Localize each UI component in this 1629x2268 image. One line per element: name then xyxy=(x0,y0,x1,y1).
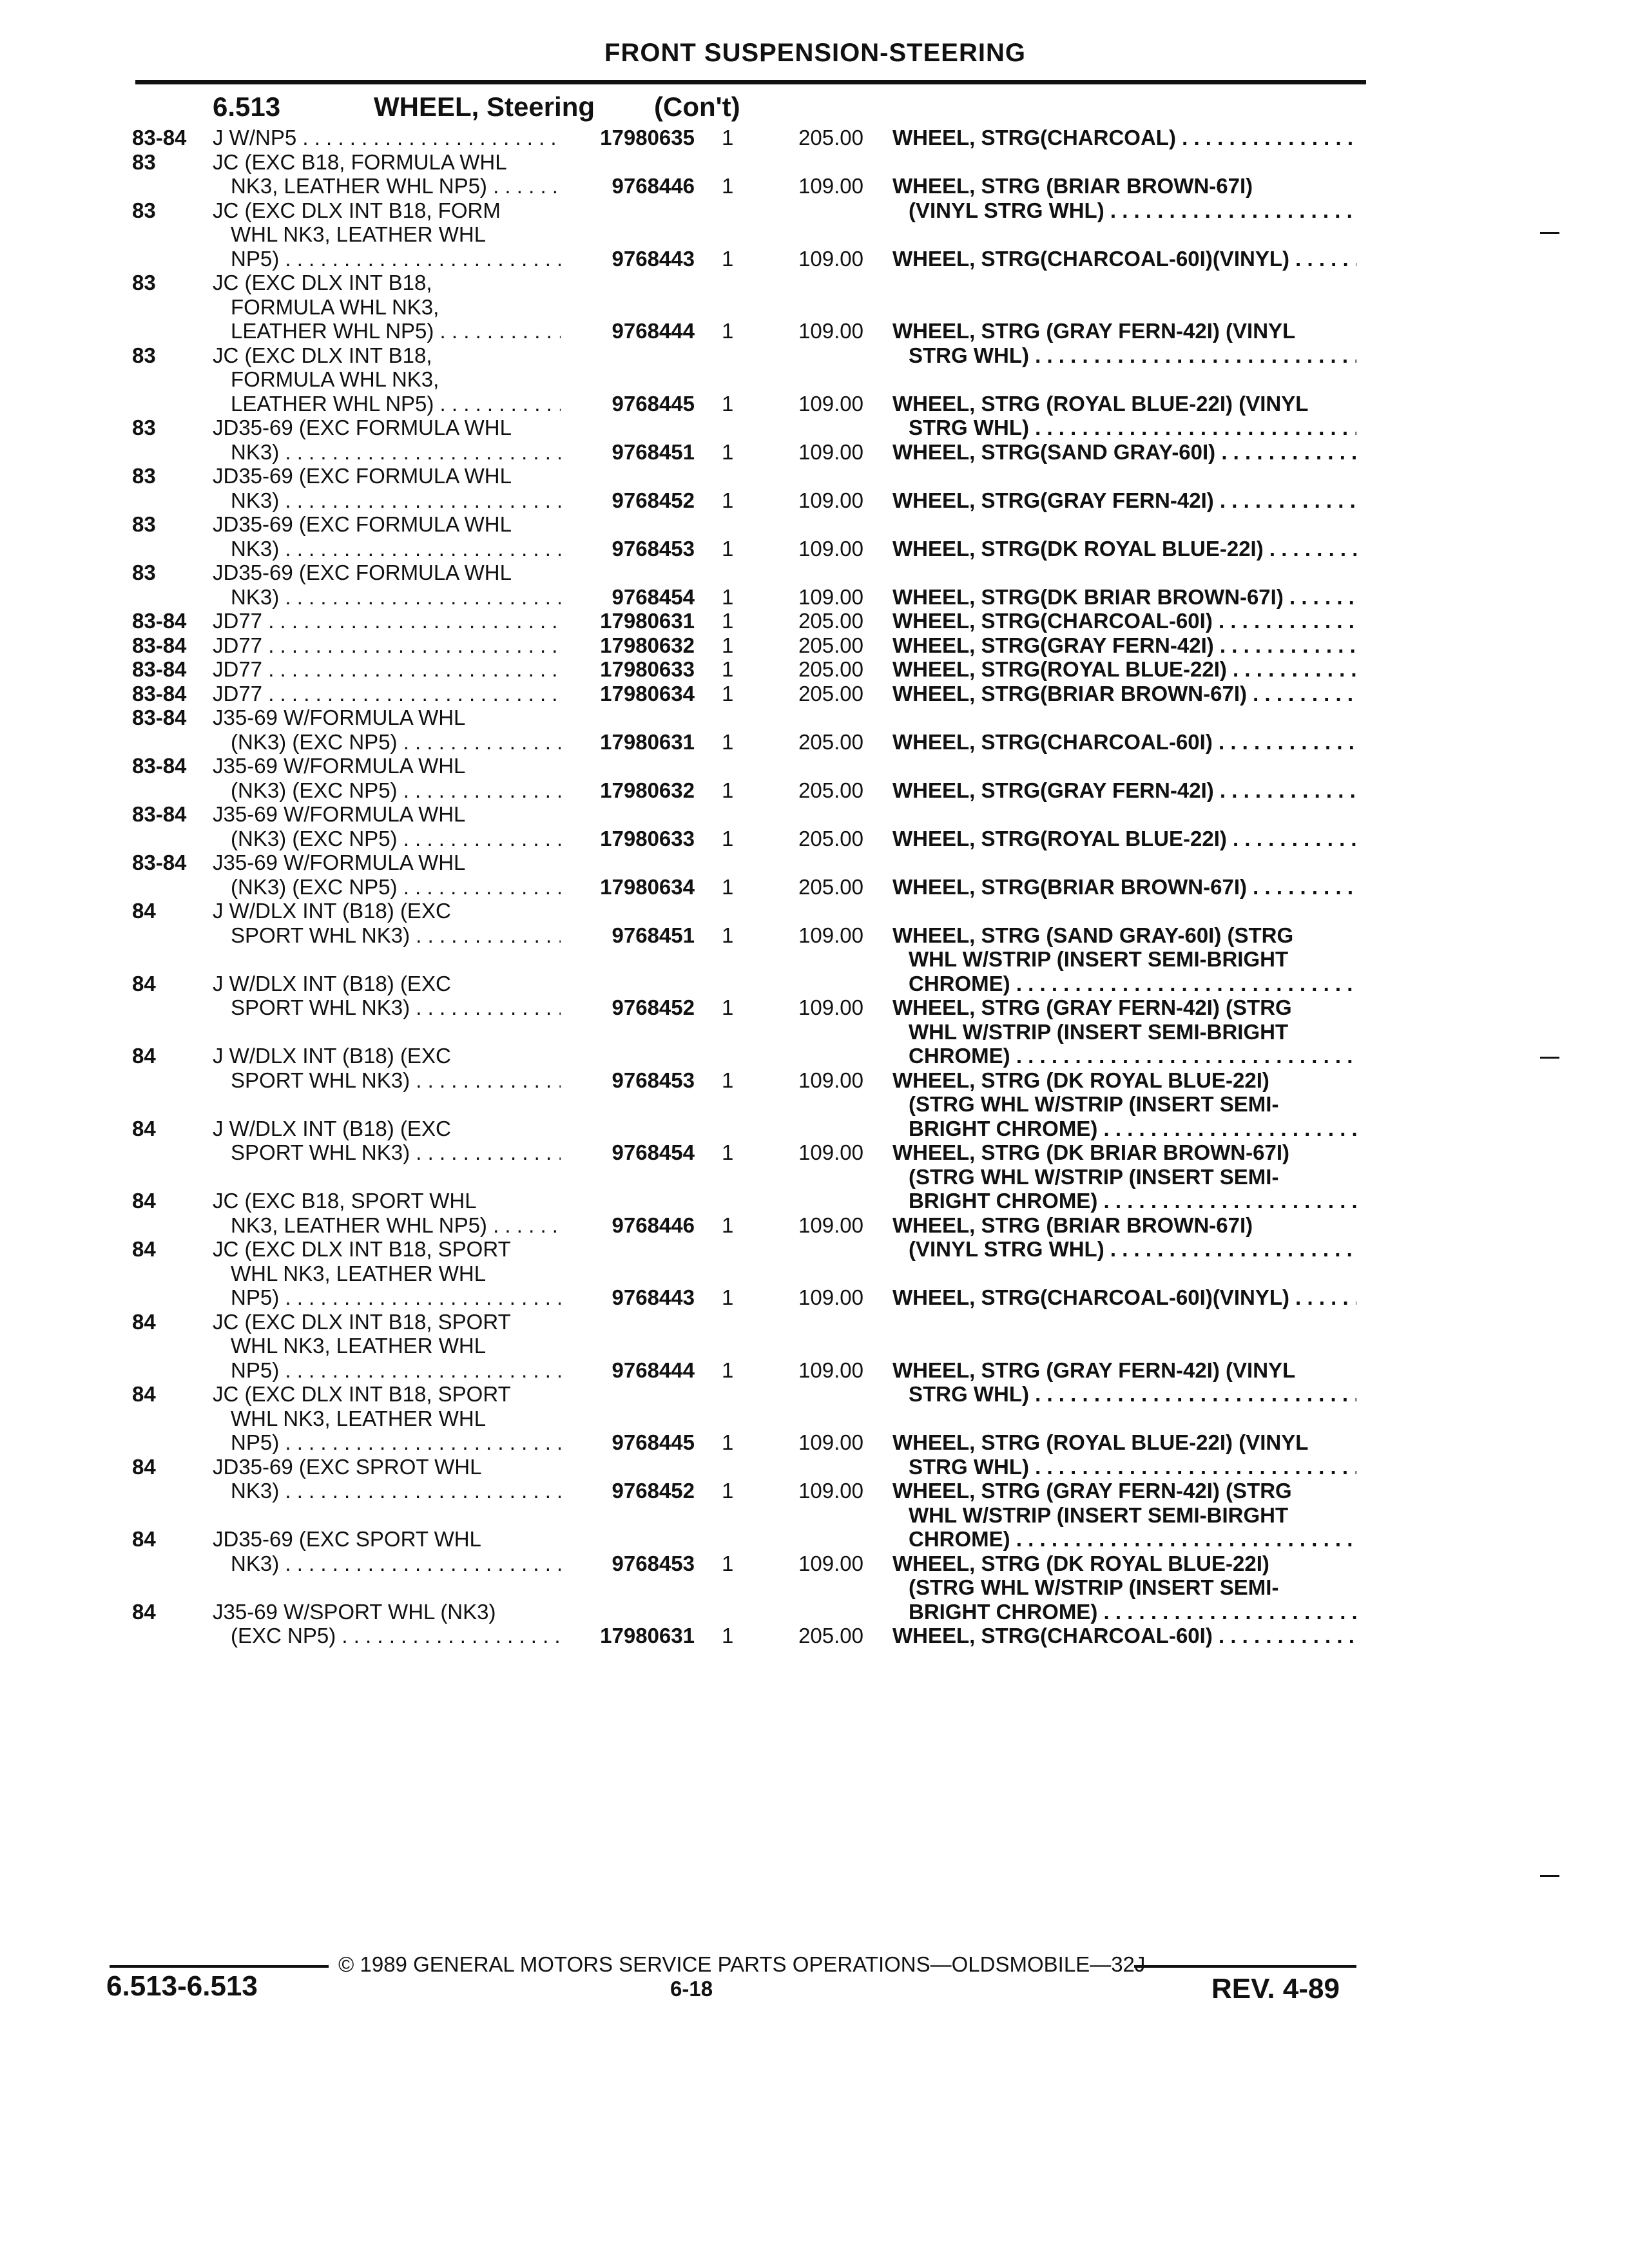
part-name-line: WHL W/STRIP (INSERT SEMI-BRIGHT xyxy=(909,947,1289,971)
usage-description xyxy=(213,609,561,633)
price: 109.00 xyxy=(798,1479,863,1503)
model-year: 83-84 xyxy=(132,609,187,633)
model-year: 84 xyxy=(132,1237,156,1261)
part-name xyxy=(892,827,1356,851)
part-name-line: (VINYL STRG WHL) . . . xyxy=(892,198,1356,223)
usage-line: JC (EXC B18, SPORT WHL xyxy=(213,1189,477,1213)
usage-description xyxy=(213,754,561,802)
usage-line: NK3) . . . xyxy=(213,585,561,610)
table-row xyxy=(0,754,1629,802)
usage-line: (NK3) (EXC NP5) . . . xyxy=(213,730,561,754)
margin-mark xyxy=(1540,232,1559,234)
usage-line: JC (EXC DLX INT B18, SPORT xyxy=(213,1309,511,1334)
part-name-line: CHROME) . . . xyxy=(892,972,1356,996)
footer-rule xyxy=(110,1965,329,1968)
part-number: 9768454 xyxy=(612,584,695,609)
usage-line: JD77 . . . xyxy=(213,633,561,658)
usage-line: NK3) . . . xyxy=(213,537,561,561)
part-name-line: BRIGHT CHROME) . . . xyxy=(892,1600,1356,1624)
usage-description xyxy=(213,126,561,150)
part-name-line: STRG WHL) . . . xyxy=(892,1382,1356,1407)
price: 205.00 xyxy=(798,633,863,657)
footer-page-number: 6-18 xyxy=(670,1977,713,2001)
page-header xyxy=(135,39,1366,84)
quantity: 1 xyxy=(722,584,734,609)
part-name xyxy=(892,126,1356,150)
price: 205.00 xyxy=(798,609,863,633)
part-number: 9768444 xyxy=(612,1358,695,1382)
margin-mark xyxy=(1540,1875,1559,1877)
quantity: 1 xyxy=(722,995,734,1019)
price: 109.00 xyxy=(798,439,863,464)
quantity: 1 xyxy=(722,1213,734,1237)
part-name-line: WHEEL, STRG(CHARCOAL-60I)(VINYL) . . . xyxy=(892,1285,1356,1310)
quantity: 1 xyxy=(722,1430,734,1454)
usage-description xyxy=(213,512,561,561)
table-row xyxy=(0,706,1629,754)
usage-line: (NK3) (EXC NP5) . . . xyxy=(213,827,561,851)
quantity: 1 xyxy=(722,657,734,681)
model-year: 83 xyxy=(132,464,156,488)
price: 205.00 xyxy=(798,126,863,149)
usage-line: SPORT WHL NK3) . . . xyxy=(213,923,561,948)
usage-line: LEATHER WHL NP5) . . . xyxy=(213,392,561,416)
model-year: 84 xyxy=(132,1309,156,1334)
model-year: 84 xyxy=(132,899,156,923)
price: 109.00 xyxy=(798,1551,863,1575)
part-name-line: (STRG WHL W/STRIP (INSERT SEMI- xyxy=(909,1164,1279,1189)
usage-description xyxy=(213,1600,561,1648)
model-year: 83 xyxy=(132,271,156,294)
model-year: 83 xyxy=(132,561,156,584)
quantity: 1 xyxy=(722,1285,734,1309)
part-number: 17980631 xyxy=(600,1624,695,1648)
part-name xyxy=(892,247,1356,271)
model-year: 83-84 xyxy=(132,657,187,681)
part-number: 17980632 xyxy=(600,633,695,657)
part-name-line: WHEEL, STRG (GRAY FERN-42I) (VINYL xyxy=(892,319,1296,343)
usage-description xyxy=(213,899,561,947)
footer-rule xyxy=(1134,1965,1356,1968)
part-number: 9768445 xyxy=(612,1430,695,1454)
usage-line: J35-69 W/FORMULA WHL xyxy=(213,802,466,826)
model-year: 83-84 xyxy=(132,126,187,149)
quantity: 1 xyxy=(722,778,734,802)
table-row xyxy=(0,682,1629,706)
model-year: 83-84 xyxy=(132,850,187,874)
usage-line: J35-69 W/SPORT WHL (NK3) xyxy=(213,1599,496,1624)
part-number: 9768446 xyxy=(612,174,695,198)
usage-line: JC (EXC DLX INT B18, xyxy=(213,271,432,294)
usage-description xyxy=(213,343,561,416)
quantity: 1 xyxy=(722,1068,734,1092)
price: 109.00 xyxy=(798,174,863,198)
usage-line: JC (EXC DLX INT B18, SPORT xyxy=(213,1237,511,1261)
usage-description xyxy=(213,150,561,198)
usage-description xyxy=(213,633,561,658)
part-name-line: (VINYL STRG WHL) . . . xyxy=(892,1237,1356,1262)
quantity: 1 xyxy=(722,729,734,754)
usage-description xyxy=(213,657,561,682)
part-name-line: CHROME) . . . xyxy=(892,1527,1356,1552)
price: 109.00 xyxy=(798,1213,863,1237)
table-row xyxy=(0,971,1629,1068)
price: 109.00 xyxy=(798,536,863,561)
usage-line: NP5) . . . xyxy=(213,1285,561,1310)
usage-line: FORMULA WHL NK3, xyxy=(231,367,439,391)
usage-line: WHL NK3, LEATHER WHL xyxy=(231,1334,487,1358)
part-number: 9768452 xyxy=(612,488,695,512)
usage-line: NK3, LEATHER WHL NP5) . . . xyxy=(213,174,561,198)
model-year: 83 xyxy=(132,512,156,536)
table-row xyxy=(0,1044,1629,1140)
usage-description xyxy=(213,1527,561,1575)
usage-line: JC (EXC DLX INT B18, SPORT xyxy=(213,1382,511,1406)
usage-description xyxy=(213,802,561,850)
usage-line: NK3) . . . xyxy=(213,1479,561,1503)
table-row xyxy=(0,657,1629,682)
part-name-line: WHEEL, STRG (DK ROYAL BLUE-22I) xyxy=(892,1068,1269,1092)
table-row xyxy=(0,271,1629,367)
part-name-line: STRG WHL) . . . xyxy=(892,343,1356,368)
part-number: 17980634 xyxy=(600,681,695,706)
quantity: 1 xyxy=(722,923,734,947)
part-name xyxy=(892,875,1356,899)
usage-line: JC (EXC DLX INT B18, FORM xyxy=(213,198,501,222)
part-name-line: WHEEL, STRG (GRAY FERN-42I) (STRG xyxy=(892,1479,1292,1503)
model-year: 83 xyxy=(132,149,156,174)
usage-line: (NK3) (EXC NP5) . . . xyxy=(213,875,561,899)
part-name-line: WHEEL, STRG(DK ROYAL BLUE-22I) . . . xyxy=(892,537,1356,561)
part-name xyxy=(892,1624,1356,1648)
usage-line: JD35-69 (EXC FORMULA WHL xyxy=(213,561,512,584)
usage-line: J35-69 W/FORMULA WHL xyxy=(213,706,466,729)
price: 205.00 xyxy=(798,729,863,754)
usage-description xyxy=(213,850,561,899)
table-row xyxy=(0,126,1629,150)
part-number: 17980633 xyxy=(600,657,695,681)
usage-line: WHL NK3, LEATHER WHL xyxy=(231,222,487,246)
part-name-line: STRG WHL) . . . xyxy=(892,1455,1356,1479)
footer-copyright: © 1989 GENERAL MOTORS SERVICE PARTS OPERATIONS—OLDSMOBILE—32J xyxy=(338,1952,1146,1976)
table-row xyxy=(0,561,1629,609)
part-name-line: WHEEL, STRG(BRIAR BROWN-67I) . . . xyxy=(892,682,1356,706)
usage-line: NK3) . . . xyxy=(213,440,561,465)
quantity: 1 xyxy=(722,633,734,657)
usage-line: JD35-69 (EXC SPROT WHL xyxy=(213,1454,482,1479)
table-row xyxy=(0,512,1629,561)
quantity: 1 xyxy=(722,439,734,464)
part-name xyxy=(892,440,1356,465)
table-row xyxy=(0,1309,1629,1406)
part-number: 9768443 xyxy=(612,246,695,271)
quantity: 1 xyxy=(722,1624,734,1648)
part-number: 17980633 xyxy=(600,826,695,850)
quantity: 1 xyxy=(722,609,734,633)
section-number: 6.513 xyxy=(213,91,281,122)
part-name-line: BRIGHT CHROME) . . . xyxy=(892,1189,1356,1213)
usage-line: SPORT WHL NK3) . . . xyxy=(213,1140,561,1165)
quantity: 1 xyxy=(722,1358,734,1382)
usage-line: JD35-69 (EXC FORMULA WHL xyxy=(213,512,512,536)
part-number: 9768453 xyxy=(612,1068,695,1092)
usage-line: JD35-69 (EXC FORMULA WHL xyxy=(213,416,512,439)
part-number: 17980631 xyxy=(600,729,695,754)
part-name-line: WHEEL, STRG (BRIAR BROWN-67I) xyxy=(892,1213,1253,1237)
quantity: 1 xyxy=(722,319,734,343)
usage-description xyxy=(213,682,561,706)
usage-line: J W/DLX INT (B18) (EXC xyxy=(213,1044,451,1068)
part-number: 17980635 xyxy=(600,126,695,149)
price: 205.00 xyxy=(798,826,863,850)
part-name xyxy=(892,778,1356,803)
part-number: 9768454 xyxy=(612,1140,695,1164)
usage-line: NP5) . . . xyxy=(213,247,561,271)
model-year: 84 xyxy=(132,971,156,995)
model-year: 83-84 xyxy=(132,754,187,778)
usage-description xyxy=(213,464,561,512)
part-name xyxy=(892,633,1356,658)
model-year: 83 xyxy=(132,343,156,367)
quantity: 1 xyxy=(722,681,734,706)
part-name-line: (STRG WHL W/STRIP (INSERT SEMI- xyxy=(909,1575,1279,1599)
usage-line: J W/DLX INT (B18) (EXC xyxy=(213,1116,451,1140)
usage-description xyxy=(213,1382,561,1455)
price: 205.00 xyxy=(798,778,863,802)
usage-description xyxy=(213,271,561,343)
part-name-line: WHEEL, STRG(ROYAL BLUE-22I) . . . xyxy=(892,657,1356,682)
usage-line: JD77 . . . xyxy=(213,609,561,633)
table-row xyxy=(0,1600,1629,1648)
usage-line: FORMULA WHL NK3, xyxy=(231,294,439,319)
part-name-line: STRG WHL) . . . xyxy=(892,416,1356,440)
part-name-line: WHEEL, STRG(CHARCOAL-60I) . . . xyxy=(892,730,1356,754)
quantity: 1 xyxy=(722,488,734,512)
part-number: 9768451 xyxy=(612,923,695,947)
quantity: 1 xyxy=(722,391,734,416)
model-year: 84 xyxy=(132,1116,156,1140)
quantity: 1 xyxy=(722,536,734,561)
usage-description xyxy=(213,1237,561,1310)
part-number: 9768443 xyxy=(612,1285,695,1309)
quantity: 1 xyxy=(722,1140,734,1164)
part-name-line: WHEEL, STRG (DK ROYAL BLUE-22I) xyxy=(892,1551,1269,1575)
usage-description xyxy=(213,706,561,754)
part-name xyxy=(892,657,1356,682)
price: 109.00 xyxy=(798,391,863,416)
part-number: 9768453 xyxy=(612,1551,695,1575)
usage-line: J35-69 W/FORMULA WHL xyxy=(213,850,466,874)
usage-line: JC (EXC DLX INT B18, xyxy=(213,343,432,367)
table-row xyxy=(0,1237,1629,1310)
usage-line: JD77 . . . xyxy=(213,682,561,706)
model-year: 84 xyxy=(132,1599,156,1624)
usage-line: SPORT WHL NK3) . . . xyxy=(213,1068,561,1093)
usage-line: (EXC NP5) . . . xyxy=(213,1624,561,1648)
usage-line: NK3, LEATHER WHL NP5) . . . xyxy=(213,1213,561,1238)
usage-description xyxy=(213,1117,561,1165)
quantity: 1 xyxy=(722,1479,734,1503)
part-name-line: WHEEL, STRG(CHARCOAL-60I) . . . xyxy=(892,1624,1356,1648)
usage-line: NK3) . . . xyxy=(213,488,561,513)
part-name xyxy=(892,537,1356,561)
quantity: 1 xyxy=(722,246,734,271)
price: 109.00 xyxy=(798,1430,863,1454)
table-row xyxy=(0,464,1629,512)
usage-description xyxy=(213,1044,561,1092)
quantity: 1 xyxy=(722,174,734,198)
part-name-line: WHEEL, STRG(CHARCOAL) . . . xyxy=(892,126,1356,150)
parts-list xyxy=(0,126,1629,1648)
part-number: 9768453 xyxy=(612,536,695,561)
part-name-line: WHEEL, STRG (ROYAL BLUE-22I) (VINYL xyxy=(892,1430,1309,1454)
part-number: 9768452 xyxy=(612,995,695,1019)
price: 205.00 xyxy=(798,1624,863,1648)
part-name-line: WHEEL, STRG (SAND GRAY-60I) (STRG xyxy=(892,923,1294,947)
part-name-line: WHEEL, STRG (GRAY FERN-42I) (STRG xyxy=(892,995,1292,1019)
part-name-line: WHEEL, STRG (DK BRIAR BROWN-67I) xyxy=(892,1140,1289,1164)
part-name-line: WHL W/STRIP (INSERT SEMI-BIRGHT xyxy=(909,1503,1289,1527)
part-number: 9768445 xyxy=(612,391,695,416)
part-name-line: WHEEL, STRG(BRIAR BROWN-67I) . . . xyxy=(892,875,1356,899)
price: 109.00 xyxy=(798,995,863,1019)
model-year: 83-84 xyxy=(132,802,187,826)
table-row xyxy=(0,633,1629,658)
part-name-line: WHEEL, STRG (GRAY FERN-42I) (VINYL xyxy=(892,1358,1296,1382)
model-year: 84 xyxy=(132,1044,156,1068)
quantity: 1 xyxy=(722,1551,734,1575)
table-row xyxy=(0,850,1629,899)
quantity: 1 xyxy=(722,874,734,899)
part-name-line: WHEEL, STRG(GRAY FERN-42I) . . . xyxy=(892,488,1356,513)
model-year: 84 xyxy=(132,1382,156,1406)
part-name-line: CHROME) . . . xyxy=(892,1044,1356,1068)
usage-line: J W/NP5 . . . xyxy=(213,126,561,150)
table-row xyxy=(0,416,1629,464)
part-number: 17980631 xyxy=(600,609,695,633)
part-name xyxy=(892,730,1356,754)
section-name: WHEEL, Steering xyxy=(374,91,595,122)
part-name-line: WHEEL, STRG(CHARCOAL-60I) . . . xyxy=(892,609,1356,633)
usage-line: JD35-69 (EXC FORMULA WHL xyxy=(213,464,512,488)
margin-mark xyxy=(1540,1057,1559,1059)
price: 109.00 xyxy=(798,488,863,512)
usage-line: LEATHER WHL NP5) . . . xyxy=(213,319,561,343)
part-number: 9768452 xyxy=(612,1479,695,1503)
part-name-line: WHEEL, STRG (ROYAL BLUE-22I) (VINYL xyxy=(892,391,1309,416)
part-number: 9768444 xyxy=(612,319,695,343)
usage-line: WHL NK3, LEATHER WHL xyxy=(231,1406,487,1430)
part-name-line: WHEEL, STRG(SAND GRAY-60I) . . . xyxy=(892,440,1356,465)
model-year: 83-84 xyxy=(132,681,187,706)
usage-description xyxy=(213,416,561,464)
model-year: 84 xyxy=(132,1189,156,1213)
part-name-line: BRIGHT CHROME) . . . xyxy=(892,1117,1356,1141)
price: 205.00 xyxy=(798,874,863,899)
part-name xyxy=(892,682,1356,706)
usage-line: JD77 . . . xyxy=(213,657,561,682)
part-number: 17980632 xyxy=(600,778,695,802)
table-row xyxy=(0,198,1629,271)
usage-description xyxy=(213,1455,561,1503)
price: 205.00 xyxy=(798,657,863,681)
part-name xyxy=(892,609,1356,633)
part-name xyxy=(892,488,1356,513)
model-year: 84 xyxy=(132,1527,156,1551)
usage-description xyxy=(213,561,561,609)
price: 109.00 xyxy=(798,319,863,343)
model-year: 83-84 xyxy=(132,706,187,729)
usage-line: J W/DLX INT (B18) (EXC xyxy=(213,971,451,995)
usage-line: NP5) . . . xyxy=(213,1430,561,1455)
usage-description xyxy=(213,972,561,1020)
usage-line: WHL NK3, LEATHER WHL xyxy=(231,1261,487,1285)
price: 109.00 xyxy=(798,584,863,609)
part-name-line: WHEEL, STRG(DK BRIAR BROWN-67I) . . . xyxy=(892,585,1356,610)
footer-revision: REV. 4-89 xyxy=(1211,1973,1340,2004)
price: 205.00 xyxy=(798,681,863,706)
model-year: 83 xyxy=(132,416,156,439)
section-title xyxy=(213,91,740,122)
part-name-line: WHEEL, STRG(GRAY FERN-42I) . . . xyxy=(892,778,1356,803)
quantity: 1 xyxy=(722,826,734,850)
part-name-line: (STRG WHL W/STRIP (INSERT SEMI- xyxy=(909,1092,1279,1116)
part-name xyxy=(892,1285,1356,1310)
part-name-line: WHEEL, STRG(CHARCOAL-60I)(VINYL) . . . xyxy=(892,247,1356,271)
footer-section-range: 6.513-6.513 xyxy=(106,1970,258,2002)
price: 109.00 xyxy=(798,246,863,271)
usage-line: (NK3) (EXC NP5) . . . xyxy=(213,778,561,803)
model-year: 83-84 xyxy=(132,633,187,657)
usage-line: JD35-69 (EXC SPORT WHL xyxy=(213,1527,481,1551)
page-title: FRONT SUSPENSION-STEERING xyxy=(604,39,1026,67)
usage-description xyxy=(213,1310,561,1383)
part-name-line: WHEEL, STRG(GRAY FERN-42I) . . . xyxy=(892,633,1356,658)
price: 109.00 xyxy=(798,1358,863,1382)
part-number: 17980634 xyxy=(600,874,695,899)
usage-line: NK3) . . . xyxy=(213,1552,561,1576)
part-name xyxy=(892,585,1356,610)
table-row xyxy=(0,899,1629,995)
price: 109.00 xyxy=(798,1068,863,1092)
part-name-line: WHEEL, STRG (BRIAR BROWN-67I) xyxy=(892,174,1253,198)
usage-line: J W/DLX INT (B18) (EXC xyxy=(213,899,451,923)
table-row xyxy=(0,802,1629,850)
part-name-line: WHL W/STRIP (INSERT SEMI-BRIGHT xyxy=(909,1019,1289,1044)
part-name-line: WHEEL, STRG(ROYAL BLUE-22I) . . . xyxy=(892,827,1356,851)
usage-line: NP5) . . . xyxy=(213,1358,561,1383)
usage-line: J35-69 W/FORMULA WHL xyxy=(213,754,466,778)
usage-description xyxy=(213,198,561,271)
usage-line: JC (EXC B18, FORMULA WHL xyxy=(213,149,507,174)
price: 109.00 xyxy=(798,1140,863,1164)
usage-line: SPORT WHL NK3) . . . xyxy=(213,995,561,1020)
quantity: 1 xyxy=(722,126,734,149)
model-year: 84 xyxy=(132,1454,156,1479)
model-year: 83 xyxy=(132,198,156,222)
usage-description xyxy=(213,1189,561,1237)
price: 109.00 xyxy=(798,1285,863,1309)
price: 109.00 xyxy=(798,923,863,947)
section-continued: (Con't) xyxy=(654,91,740,122)
part-number: 9768446 xyxy=(612,1213,695,1237)
table-row xyxy=(0,609,1629,633)
part-number: 9768451 xyxy=(612,439,695,464)
